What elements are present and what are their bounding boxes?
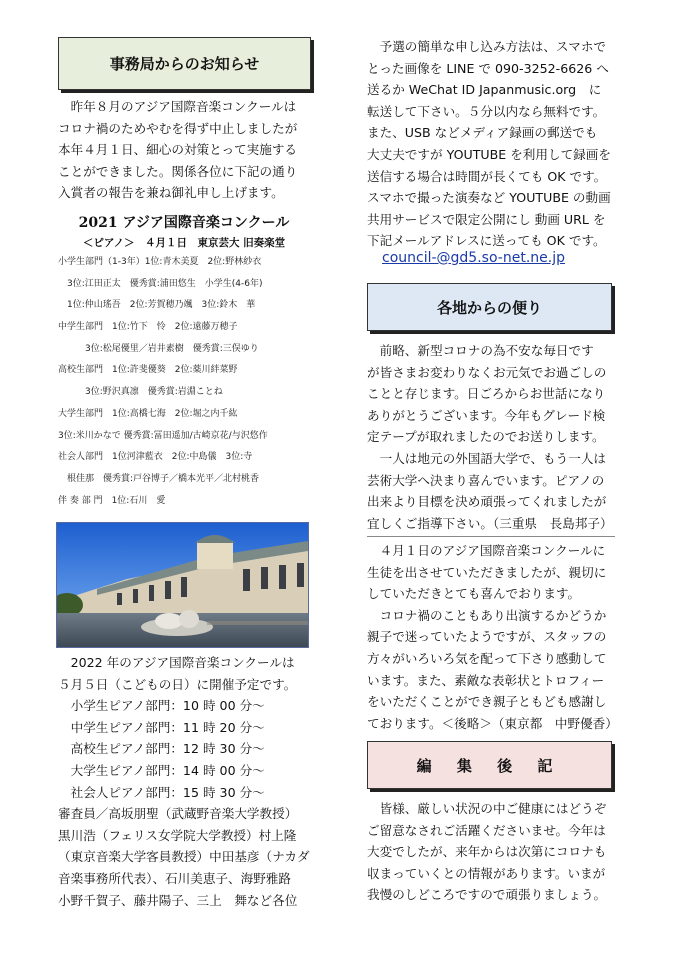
letter-line: ております。＜後略＞（東京都 中野優香） — [367, 715, 618, 731]
application-line: 送信する場合は時間が長くても OK です。 — [367, 168, 607, 184]
results-title: 2021 アジア国際音楽コンクール — [78, 215, 290, 231]
letter-line: 前略、新型コロナの為不安な毎日です — [367, 343, 594, 358]
letters-heading-text: 各地からの便り — [436, 298, 542, 317]
results-line: 1位:仲山瑤吾 2位:芳賀穂乃颯 3位:鈴木 華 — [58, 300, 256, 311]
application-line: スマホで撮った演奏など YOUTUBE の動画 — [367, 190, 611, 206]
notice-heading — [58, 37, 311, 90]
letter-nakano — [367, 540, 618, 734]
results-subtitle: ＜ピアノ＞ ４月１日 東京芸大 旧奏楽堂 — [82, 237, 286, 249]
results-line: 3位:米川かなで 優秀賞:冨田遥加/古崎京花/与沢悠作 — [58, 430, 268, 441]
letter-line: 出来より目標を決め頑張ってくれましたが — [367, 494, 607, 510]
letter-nagashima — [367, 340, 613, 534]
plan-line: 審査員／高坂朋聖（武蔵野音楽大学教授） — [58, 806, 298, 822]
letter-line: していただきとても喜んでおります。 — [367, 586, 581, 602]
notice-intro-line: 本年４月１日、細心の対策とって実施する — [58, 142, 298, 158]
application-line: 予選の簡単な申し込み方法は、スマホで — [367, 39, 607, 54]
letter-line: 方々がいろいろ気を配って下さり感動して — [367, 650, 607, 666]
application-info — [367, 36, 611, 252]
application-line: 共用サービスで限定公開にし 動画 URL を — [367, 211, 606, 227]
competition-results — [58, 212, 310, 512]
results-line: 小学生部門（1-3年）1位:青木美夏 2位:野林紗衣 — [58, 257, 262, 267]
application-line: また、USB などメディア録画の郵送でも — [367, 125, 598, 141]
plan-line: ５月５日（こどもの日）に開催予定です。 — [58, 676, 297, 692]
letter-line: コロナ禍のこともあり出演するかどうか — [367, 607, 607, 623]
palace-photo-image — [57, 523, 308, 647]
competition-plan — [58, 652, 310, 911]
editor-line: 大変でしたが、来年からは次第にコロナも — [367, 844, 607, 860]
letter-line: います。また、素敵な表彰状とトロフィー — [367, 672, 605, 688]
notice-intro-line: コロナ禍のためやむを得ず中止しましたが — [58, 120, 298, 136]
application-line: 下記メールアドレスに送っても OK です。 — [367, 233, 606, 249]
results-line: 高校生部門 1位:許斐優葵 2位:薬川絆菜野 — [58, 365, 238, 376]
letter-line: 定テープが取れましたのでお送りします。 — [367, 429, 605, 445]
editor-line: 皆様、厳しい状況の中ご健康にはどうぞ — [367, 801, 607, 816]
notice-intro-line: ことができました。関係各位に下記の通り — [58, 163, 298, 179]
letter-line: 親子で迷っていたようですが、スタッフの — [367, 629, 607, 645]
plan-line: 小野千賀子、藤井陽子、三上 舞など各位 — [58, 892, 298, 908]
plan-line: 社会人ピアノ部門：15 時 30 分～ — [58, 784, 265, 800]
letters-divider — [367, 536, 615, 537]
application-line: 送るか WeChat ID Japanmusic.org に — [367, 82, 602, 98]
letter-line: ことと存じます。日ごろからお世話になり — [367, 386, 606, 402]
plan-line: 2022 年のアジア国際音楽コンクールは — [58, 655, 295, 670]
results-line: 根佳那 優秀賞:戸谷博子／橋本光平／北村桃香 — [58, 473, 260, 484]
letter-line: 宜しくご指導下さい。（三重県 長島邦子） — [367, 515, 613, 531]
notice-intro-line: 昨年８月のアジア国際音楽コンクールは — [58, 99, 297, 114]
editor-line: ご留意なされご活躍くださいませ。今年は — [367, 822, 606, 838]
letter-line: ありがとうございます。今年もグレード検 — [367, 407, 606, 423]
letter-line: 一人は地元の外国語大学で、もう一人は — [367, 450, 607, 466]
plan-line: 黒川浩（フェリス女学院大学教授）村上隆 — [58, 827, 297, 843]
editor-line: 我慢のしどころですので頑張りましょう。 — [367, 887, 607, 903]
results-line: 大学生部門 1位:高橋七海 2位:堀之内千紘 — [58, 408, 238, 419]
results-line: 3位:野沢真凛 優秀賞:岩淵ことね — [58, 387, 223, 398]
editor-heading — [367, 741, 612, 789]
plan-line: 高校生ピアノ部門：12 時 30 分～ — [58, 741, 265, 757]
notice-intro-line: 入賞者の報告を兼ね御礼申し上げます。 — [58, 185, 284, 201]
editor-note — [367, 798, 606, 906]
editor-heading-text: 編 集 後 記 — [416, 756, 563, 775]
results-line: 3位:松尾優里／岩井素樹 優秀賞:三俣ゆり — [58, 343, 259, 354]
plan-line: 小学生ピアノ部門：10 時 00 分～ — [58, 698, 265, 714]
plan-line: （東京音楽大学客員教授）中田基彦（ナカダ — [58, 849, 310, 865]
results-line: 社会人部門 1位河津藍衣 2位:中島儀 3位:寺 — [58, 452, 253, 463]
plan-line: 音楽事務所代表）、石川美恵子、海野雅路 — [58, 870, 291, 886]
results-line: 3位:江田正太 優秀賞:浦田悠生 小学生(4-6年) — [58, 278, 263, 289]
contact-email-link[interactable]: council-@gd5.so-net.ne.jp — [382, 250, 565, 266]
letter-line: が皆さまお変わりなくお元気でお過ごしの — [367, 364, 607, 380]
application-line: 大丈夫ですが YOUTUBE を利用して録画を — [367, 146, 611, 162]
plan-line: 中学生ピアノ部門：11 時 20 分～ — [58, 719, 265, 735]
letter-line: をいただくことができ親子ともども感謝し — [367, 694, 607, 710]
application-line: とった画像を LINE で 090-3252-6626 へ — [367, 60, 609, 76]
letter-line: 芸術大学へ決まり喜んでいます。ピアノの — [367, 472, 605, 488]
notice-intro — [58, 96, 297, 204]
notice-heading-text: 事務局からのお知らせ — [109, 55, 260, 73]
letters-heading — [367, 283, 612, 331]
palace-photo — [56, 522, 309, 648]
letter-line: 生徒を出させていただきましたが、親切に — [367, 564, 607, 580]
plan-line: 大学生ピアノ部門：14 時 00 分～ — [58, 762, 265, 778]
letter-line: ４月１日のアジア国際音楽コンクールに — [367, 543, 606, 558]
editor-line: 収まっていくとの情報があります。いまが — [367, 865, 606, 881]
results-line: 中学生部門 1位:竹下 怜 2位:遠藤万穂子 — [58, 322, 238, 333]
application-line: 転送して下さい。５分以内なら無料です。 — [367, 103, 606, 119]
results-line: 伴 奏 部 門 1位:石川 愛 — [58, 495, 166, 506]
